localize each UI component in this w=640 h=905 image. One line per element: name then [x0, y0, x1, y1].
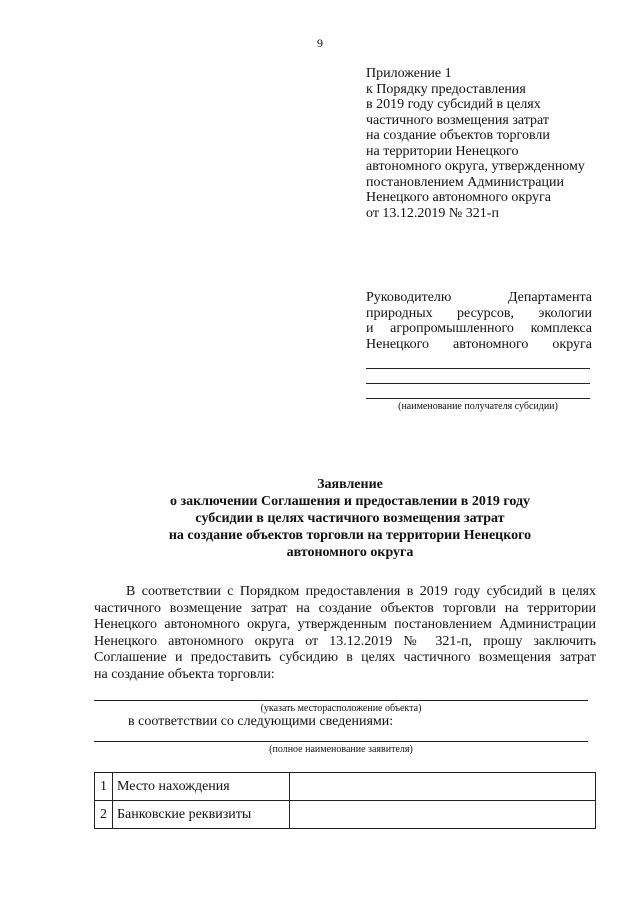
addressee-line: природных ресурсов, экологии	[366, 305, 592, 321]
applicant-caption: (полное наименование заявителя)	[269, 744, 413, 755]
page-number: 9	[317, 36, 323, 50]
body-line: Ненецкого автономного округа от 13.12.2019 № 321-п, прошу заключить	[94, 633, 596, 649]
row-label: Место нахождения	[113, 773, 290, 801]
addressee-block	[366, 290, 592, 352]
body-line: Ненецкого автономного округа, утвержденным постановлением Администрации	[94, 617, 596, 632]
addressee-line: и агропромышленного комплекса	[366, 321, 592, 336]
appendix-line: автономного округа, утвержденному	[366, 159, 585, 174]
appendix-line: в 2019 году субсидий в целях	[366, 97, 541, 112]
heading-title: Заявление	[317, 477, 383, 492]
appendix-line: к Порядку предоставления	[366, 81, 526, 97]
heading-line: субсидии в целях частичного возмещения затрат	[195, 511, 505, 526]
location-caption: (указать месторасположение объекта)	[260, 703, 422, 714]
row-number: 2	[95, 801, 113, 829]
accordance-text: в соответствии со следующими сведениями:	[128, 714, 394, 729]
applicant-line	[94, 741, 588, 742]
recipient-name-line	[366, 383, 590, 384]
table-row	[95, 773, 596, 801]
info-table	[94, 772, 596, 829]
body-line: В соответствии с Порядком предоставления в 2019 году субсидий в целях	[126, 584, 596, 599]
body-paragraph	[94, 584, 596, 683]
row-label: Банковские реквизиты	[113, 801, 290, 829]
appendix-block	[366, 66, 626, 221]
addressee-line: Ненецкого автономного округа	[366, 336, 592, 352]
appendix-line: на создание объектов торговли	[366, 128, 550, 143]
statement-heading	[90, 476, 610, 561]
row-number: 1	[95, 773, 113, 801]
heading-line: на создание объектов торговли на территории Ненецкого	[168, 528, 532, 543]
appendix-line: постановлением Администрации	[366, 174, 564, 190]
recipient-name-line	[366, 398, 590, 399]
table-row	[95, 801, 596, 829]
body-line: частичного возмещение затрат на создание объектов торговли на территории	[94, 600, 596, 616]
recipient-caption: (наименование получателя субсидии)	[398, 401, 558, 412]
addressee-line: Руководителю Департамента	[366, 290, 592, 305]
heading-line: о заключении Соглашения и предоставлении в 2019 году	[169, 494, 531, 509]
appendix-line: от 13.12.2019 № 321-п	[366, 205, 499, 221]
row-value	[290, 801, 596, 829]
appendix-line: Приложение 1	[366, 66, 452, 81]
appendix-line: Ненецкого автономного округа	[366, 190, 551, 205]
body-line: Соглашение и предоставить субсидию в целях частичного возмещения затрат	[94, 650, 596, 665]
heading-line: автономного округа	[286, 545, 414, 560]
appendix-line: частичного возмещения затрат	[366, 112, 549, 128]
recipient-name-line	[366, 368, 590, 369]
body-line: на создание объекта торговли:	[94, 666, 275, 682]
row-value	[290, 773, 596, 801]
location-line	[94, 700, 588, 701]
appendix-line: на территории Ненецкого	[366, 143, 519, 159]
